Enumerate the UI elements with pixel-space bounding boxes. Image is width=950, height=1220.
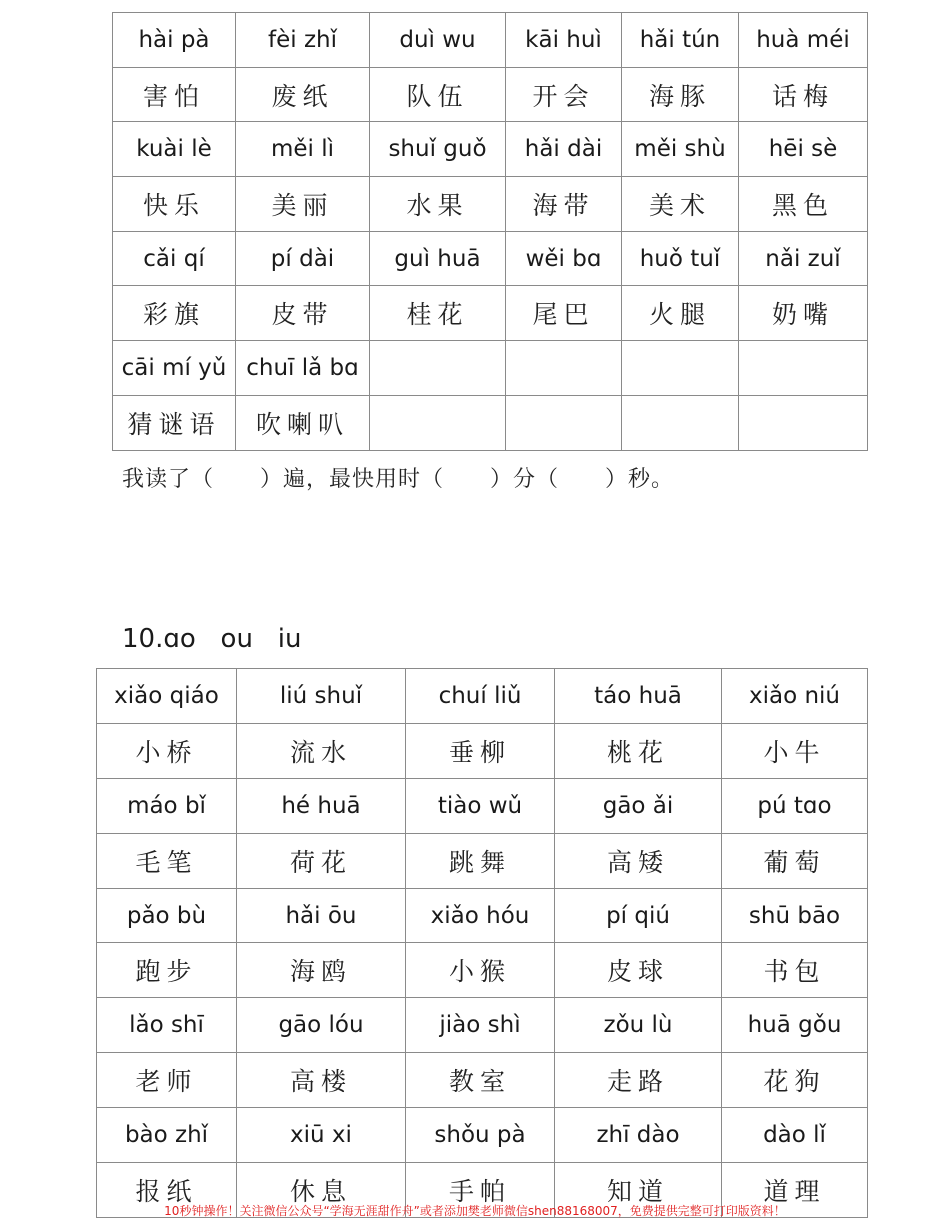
pinyin-row [97,669,868,724]
word-table-1 [112,12,868,451]
hanzi-cell: 小桥 [97,723,237,778]
pinyin-cell: měi shù [622,122,739,177]
hanzi-cell: 跑步 [97,943,237,998]
hanzi-cell: 教室 [406,1053,555,1108]
hanzi-cell: 尾巴 [506,286,622,341]
hanzi-cell: 流水 [237,723,406,778]
pinyin-cell: hǎi tún [622,13,739,68]
hanzi-row [97,943,868,998]
pinyin-cell: chuí liǔ [406,669,555,724]
pinyin-row [113,13,868,68]
hanzi-cell: 报纸 [97,1163,237,1218]
hanzi-cell: 书包 [722,943,868,998]
pinyin-row [97,778,868,833]
pinyin-row [97,888,868,943]
pinyin-cell: huǒ tuǐ [622,231,739,286]
pinyin-cell: huā gǒu [722,998,868,1053]
pinyin-cell: hǎi ōu [237,888,406,943]
hanzi-cell: 高矮 [555,833,722,888]
pinyin-cell: dào lǐ [722,1108,868,1163]
pinyin-cell: lǎo shī [97,998,237,1053]
pinyin-cell: shū bāo [722,888,868,943]
hanzi-cell [739,395,868,450]
pinyin-row [113,231,868,286]
hanzi-cell: 彩旗 [113,286,236,341]
hanzi-cell [622,395,739,450]
pinyin-cell: pú tɑo [722,778,868,833]
hanzi-cell: 休息 [237,1163,406,1218]
hanzi-cell: 跳舞 [406,833,555,888]
pinyin-cell: fèi zhǐ [236,13,370,68]
hanzi-row [113,177,868,232]
pinyin-cell: jiào shì [406,998,555,1053]
pinyin-cell: máo bǐ [97,778,237,833]
pinyin-cell: xiǎo hóu [406,888,555,943]
pinyin-cell: gāo ǎi [555,778,722,833]
pinyin-cell: hēi sè [739,122,868,177]
pinyin-cell: gāo lóu [237,998,406,1053]
pinyin-cell: hǎi dài [506,122,622,177]
pinyin-cell [622,341,739,396]
hanzi-cell: 葡萄 [722,833,868,888]
pinyin-row [113,341,868,396]
pinyin-cell: guì huā [370,231,506,286]
hanzi-cell: 花狗 [722,1053,868,1108]
pinyin-cell: chuī lǎ bɑ [236,341,370,396]
pinyin-cell: shǒu pà [406,1108,555,1163]
pinyin-cell: táo huā [555,669,722,724]
hanzi-cell: 奶嘴 [739,286,868,341]
hanzi-cell: 害怕 [113,67,236,122]
hanzi-cell: 毛笔 [97,833,237,888]
section-10-title: 10.ɑo ou iu [122,624,302,654]
hanzi-cell [506,395,622,450]
hanzi-cell: 走路 [555,1053,722,1108]
hanzi-row [113,67,868,122]
pinyin-cell: shuǐ guǒ [370,122,506,177]
hanzi-cell: 皮带 [236,286,370,341]
pinyin-cell: zǒu lù [555,998,722,1053]
word-table-2 [96,668,868,1218]
pinyin-cell: cāi mí yǔ [113,341,236,396]
pinyin-cell: pí qiú [555,888,722,943]
hanzi-cell: 海豚 [622,67,739,122]
hanzi-cell: 垂柳 [406,723,555,778]
hanzi-cell: 海鸥 [237,943,406,998]
pinyin-cell: zhī dào [555,1108,722,1163]
pinyin-cell: měi lì [236,122,370,177]
hanzi-cell: 水果 [370,177,506,232]
hanzi-cell: 美丽 [236,177,370,232]
hanzi-cell: 皮球 [555,943,722,998]
pinyin-cell: nǎi zuǐ [739,231,868,286]
hanzi-cell: 火腿 [622,286,739,341]
pinyin-cell: xiǎo niú [722,669,868,724]
hanzi-cell: 桂花 [370,286,506,341]
pinyin-cell: huà méi [739,13,868,68]
hanzi-row [97,1053,868,1108]
hanzi-cell: 道理 [722,1163,868,1218]
pinyin-cell: kāi huì [506,13,622,68]
hanzi-cell: 黑色 [739,177,868,232]
hanzi-cell: 废纸 [236,67,370,122]
hanzi-cell: 话梅 [739,67,868,122]
pinyin-cell [739,341,868,396]
hanzi-cell: 美术 [622,177,739,232]
hanzi-row [97,723,868,778]
hanzi-cell: 小牛 [722,723,868,778]
pinyin-cell: tiào wǔ [406,778,555,833]
hanzi-cell: 荷花 [237,833,406,888]
pinyin-cell: hé huā [237,778,406,833]
pinyin-cell [506,341,622,396]
pinyin-row [97,1108,868,1163]
pinyin-cell: hài pà [113,13,236,68]
hanzi-cell: 开会 [506,67,622,122]
pinyin-cell [370,341,506,396]
pinyin-cell: cǎi qí [113,231,236,286]
pinyin-row [113,122,868,177]
pinyin-row [97,998,868,1053]
pinyin-cell: bào zhǐ [97,1108,237,1163]
hanzi-cell: 手帕 [406,1163,555,1218]
hanzi-cell: 老师 [97,1053,237,1108]
hanzi-cell: 高楼 [237,1053,406,1108]
pinyin-cell: wěi bɑ [506,231,622,286]
pinyin-cell: pǎo bù [97,888,237,943]
hanzi-row [113,286,868,341]
hanzi-row [113,395,868,450]
pinyin-cell: liú shuǐ [237,669,406,724]
hanzi-row [97,833,868,888]
pinyin-cell: kuài lè [113,122,236,177]
hanzi-cell: 快乐 [113,177,236,232]
hanzi-cell: 海带 [506,177,622,232]
pinyin-cell: pí dài [236,231,370,286]
hanzi-cell [370,395,506,450]
hanzi-cell: 小猴 [406,943,555,998]
pinyin-cell: xiǎo qiáo [97,669,237,724]
hanzi-cell: 吹喇叭 [236,395,370,450]
pinyin-cell: xiū xi [237,1108,406,1163]
hanzi-cell: 队伍 [370,67,506,122]
hanzi-cell: 知道 [555,1163,722,1218]
pinyin-cell: duì wu [370,13,506,68]
reading-record-line: 我读了（ ）遍，最快用时（ ）分（ ）秒。 [122,467,675,492]
footer-promo-text: 10秒钟操作！关注微信公众号“学海无涯甜作舟”或者添加樊老师微信shen88168007，免费提供完整可打印版资料！ [164,1204,786,1218]
hanzi-cell: 猜谜语 [113,395,236,450]
hanzi-cell: 桃花 [555,723,722,778]
